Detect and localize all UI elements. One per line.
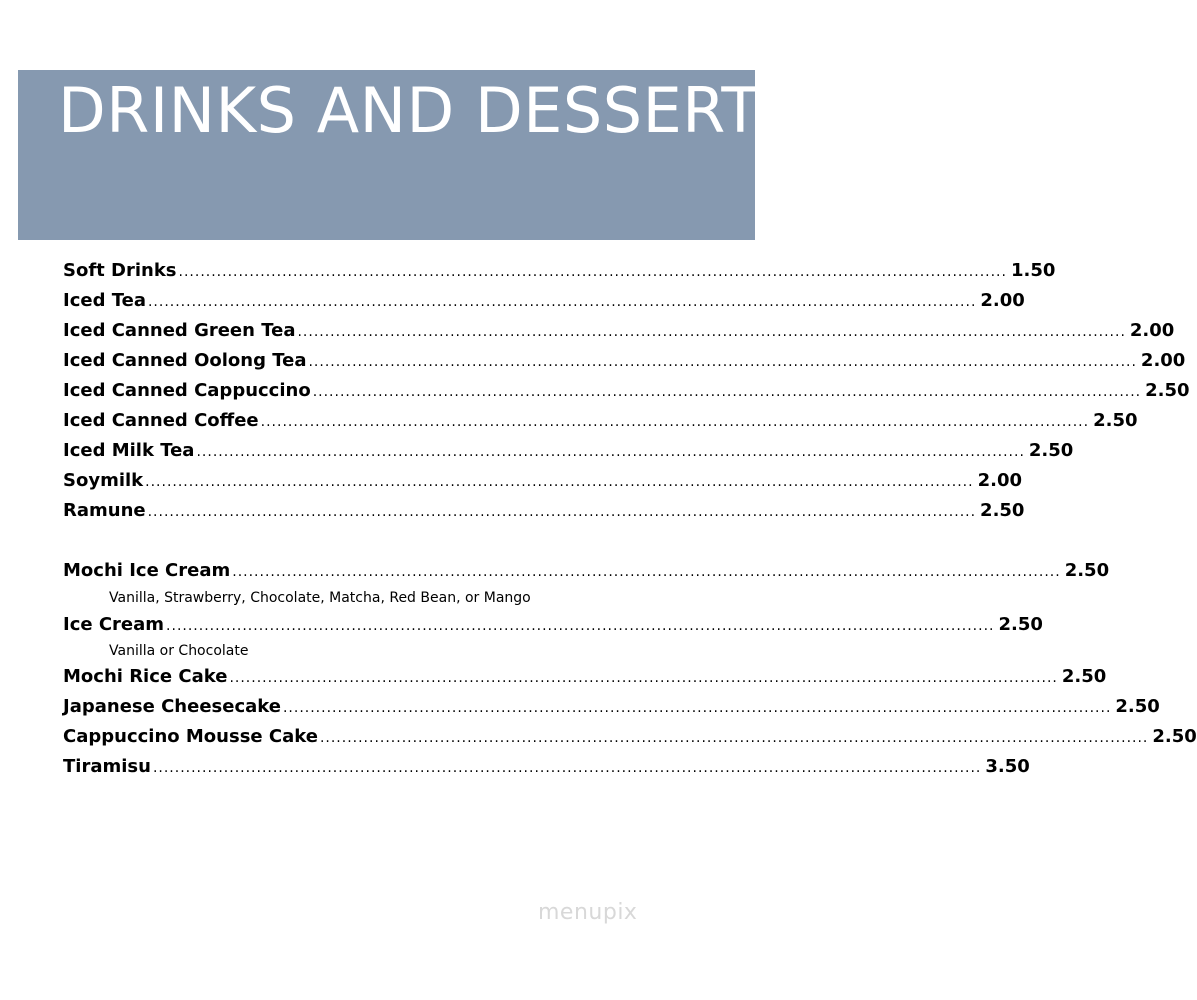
menu-item <box>63 410 1138 436</box>
dot-leader: ........................................................................................................................................................ <box>152 760 982 776</box>
dot-leader: ........................................................................................................................................................ <box>178 264 1007 280</box>
menu-item-price: 2.50 <box>1152 726 1197 747</box>
menu-item-price: 2.50 <box>1093 410 1138 431</box>
menu-item <box>63 756 1030 782</box>
menu-item-name: Iced Canned Green Tea <box>63 320 296 341</box>
menu-item-price: 2.00 <box>977 470 1022 491</box>
menu-item-price: 3.50 <box>985 756 1030 777</box>
dot-leader: ........................................................................................................................................................ <box>147 294 977 310</box>
menu-item <box>63 560 1110 586</box>
menu-item-name: Iced Canned Coffee <box>63 410 259 431</box>
menu-item <box>63 290 1025 316</box>
menu-item-name: Iced Milk Tea <box>63 440 195 461</box>
dot-leader: ........................................................................................................................................................ <box>232 564 1061 580</box>
dot-leader: ........................................................................................................................................................ <box>147 504 977 520</box>
menu-item-name: Iced Tea <box>63 290 146 311</box>
dot-leader: ........................................................................................................................................................ <box>145 474 974 490</box>
dot-leader: ........................................................................................................................................................ <box>319 730 1149 746</box>
menu-item-name: Soft Drinks <box>63 260 177 281</box>
menu-item <box>63 350 1186 376</box>
menu-item <box>63 260 1056 286</box>
menu-item <box>63 614 1043 640</box>
menu-item <box>63 696 1160 722</box>
dot-leader: ........................................................................................................................................................ <box>166 618 995 634</box>
menu-item-price: 2.00 <box>980 290 1025 311</box>
menu-item <box>63 666 1107 692</box>
menu-item <box>63 440 1074 466</box>
menu-item-price: 2.50 <box>1028 440 1074 461</box>
watermark: menupix <box>538 900 638 925</box>
menu-item-price: 2.50 <box>1115 696 1160 717</box>
menu-item <box>63 320 1175 346</box>
dot-leader: ........................................................................................................................................................ <box>312 384 1142 400</box>
menu-item-price: 2.50 <box>1145 380 1190 401</box>
dot-leader: ........................................................................................................................................................ <box>308 354 1137 370</box>
menu-item-price: 2.50 <box>1061 666 1107 687</box>
menu-item-name: Tiramisu <box>63 756 151 777</box>
dot-leader: ........................................................................................................................................................ <box>229 670 1058 686</box>
menu-item-name: Cappuccino Mousse Cake <box>63 726 318 747</box>
dot-leader: ........................................................................................................................................................ <box>260 414 1090 430</box>
page-title: DRINKS AND DESSERT <box>58 74 760 147</box>
menu-item-name: Iced Canned Cappuccino <box>63 380 311 401</box>
menu-item-name: Soymilk <box>63 470 144 491</box>
menu-item-price: 2.50 <box>1064 560 1110 581</box>
menu-item-price: 2.50 <box>998 614 1043 635</box>
menu-item-name: Mochi Ice Cream <box>63 560 231 581</box>
menu-item-price: 2.00 <box>1129 320 1175 341</box>
menu-item-name: Japanese Cheesecake <box>63 696 281 717</box>
menu-item-name: Iced Canned Oolong Tea <box>63 350 307 371</box>
menu-item <box>63 500 1025 526</box>
menu-item <box>63 470 1022 496</box>
menu-item <box>63 726 1197 752</box>
dot-leader: ........................................................................................................................................................ <box>196 444 1025 460</box>
menu-item-note: Vanilla or Chocolate <box>109 643 249 659</box>
dot-leader: ........................................................................................................................................................ <box>282 700 1112 716</box>
menu-item-name: Ramune <box>63 500 146 521</box>
menu-item-name: Mochi Rice Cake <box>63 666 228 687</box>
menu-item-note: Vanilla, Strawberry, Chocolate, Matcha, Red Bean, or Mango <box>109 590 531 606</box>
menu-item-name: Ice Cream <box>63 614 165 635</box>
menu-item-price: 2.00 <box>1140 350 1186 371</box>
menu-item-price: 2.50 <box>980 500 1025 521</box>
menu-item-price: 1.50 <box>1010 260 1056 281</box>
dot-leader: ........................................................................................................................................................ <box>297 324 1126 340</box>
menu-item <box>63 380 1190 406</box>
